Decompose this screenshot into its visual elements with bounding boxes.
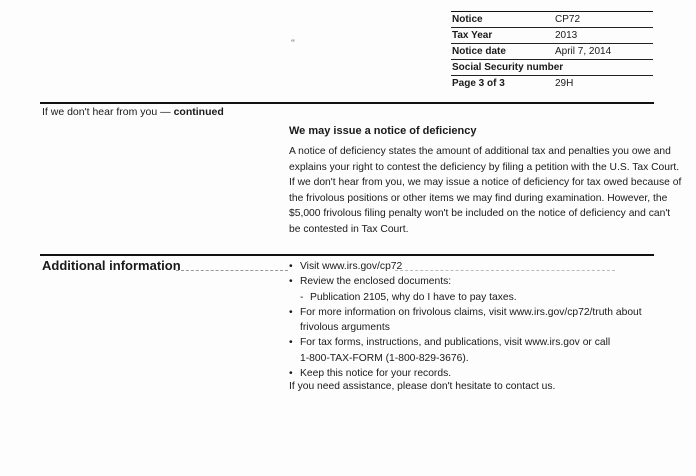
list-item [289, 366, 642, 381]
list-item-text: 1-800-TAX-FORM (1-800-829-3676). [300, 352, 469, 364]
assistance-line: If you need assistance, please don't hesitate to contact us. [289, 381, 556, 392]
paragraph-line: If we don't hear from you, we may issue a notice of deficiency for tax owed because of [289, 177, 682, 189]
header-label: Tax Year [452, 30, 493, 41]
dash-icon: - [300, 291, 304, 303]
list-item-text: For tax forms, instructions, and publications, visit www.irs.gov or call [300, 337, 611, 349]
list-item-text: For more information on frivolous claims, visit www.irs.gov/cp72/truth about [300, 306, 642, 318]
section-divider-top [40, 102, 654, 104]
list-item-text: Review the enclosed documents: [300, 276, 452, 288]
list-item [289, 305, 642, 320]
deficiency-title: We may issue a notice of deficiency [289, 125, 477, 137]
list-item-text: Visit www.irs.gov/cp72 [300, 261, 403, 272]
list-item [289, 335, 642, 350]
header-row-notice [451, 11, 653, 27]
bullet-icon: • [289, 306, 293, 318]
paragraph-line: the frivolous positions or other items we may find during examination. However, the [289, 192, 668, 204]
notice-header-table [451, 11, 653, 91]
list-item-text: frivolous arguments [300, 322, 390, 334]
paragraph-line: A notice of deficiency states the amount of additional tax and penalties you owe and [289, 146, 671, 157]
list-item-continuation [289, 320, 642, 335]
header-label: Page 3 of 3 [452, 78, 505, 89]
list-sub-item [289, 290, 642, 305]
bullet-icon: • [289, 276, 293, 288]
header-row-page [451, 75, 653, 91]
header-row-notice-date [451, 43, 653, 59]
header-value: 2013 [555, 30, 578, 41]
list-item-continuation [289, 351, 642, 366]
header-value: CP72 [555, 14, 581, 25]
header-value: 29H [555, 78, 574, 89]
deficiency-paragraph [289, 144, 682, 238]
list-item-text: Keep this notice for your records. [300, 368, 452, 380]
paragraph-line: explains your right to contest the deficiency by filing a petition with the U.S. Tax Court. [289, 161, 680, 173]
paragraph-line: $5,000 frivolous filing penalty won't be included on the notice of deficiency and can't [289, 208, 671, 220]
additional-info-list [289, 259, 642, 381]
bullet-icon: • [289, 337, 293, 349]
section-divider-additional [40, 254, 654, 256]
header-row-tax-year [451, 27, 653, 43]
bullet-icon: • [289, 368, 293, 380]
leader-dashes [176, 270, 288, 271]
header-label: Social Security number [452, 62, 564, 73]
list-item-text: Publication 2105, why do I have to pay taxes. [310, 291, 517, 303]
list-item [289, 274, 642, 289]
paragraph-line: be contested in Tax Court. [289, 223, 409, 235]
list-item [289, 259, 642, 274]
header-label: Notice [452, 14, 483, 25]
additional-info-title: Additional information [42, 258, 181, 273]
header-label: Notice date [452, 46, 506, 57]
scan-speck: ‘' [291, 38, 295, 48]
bullet-icon: • [289, 261, 293, 272]
continued-heading [42, 106, 224, 118]
header-row-ssn [451, 59, 653, 75]
continued-prefix: If we don't hear from you — [42, 106, 174, 118]
continued-bold: continued [173, 106, 224, 118]
header-value: April 7, 2014 [555, 46, 612, 57]
